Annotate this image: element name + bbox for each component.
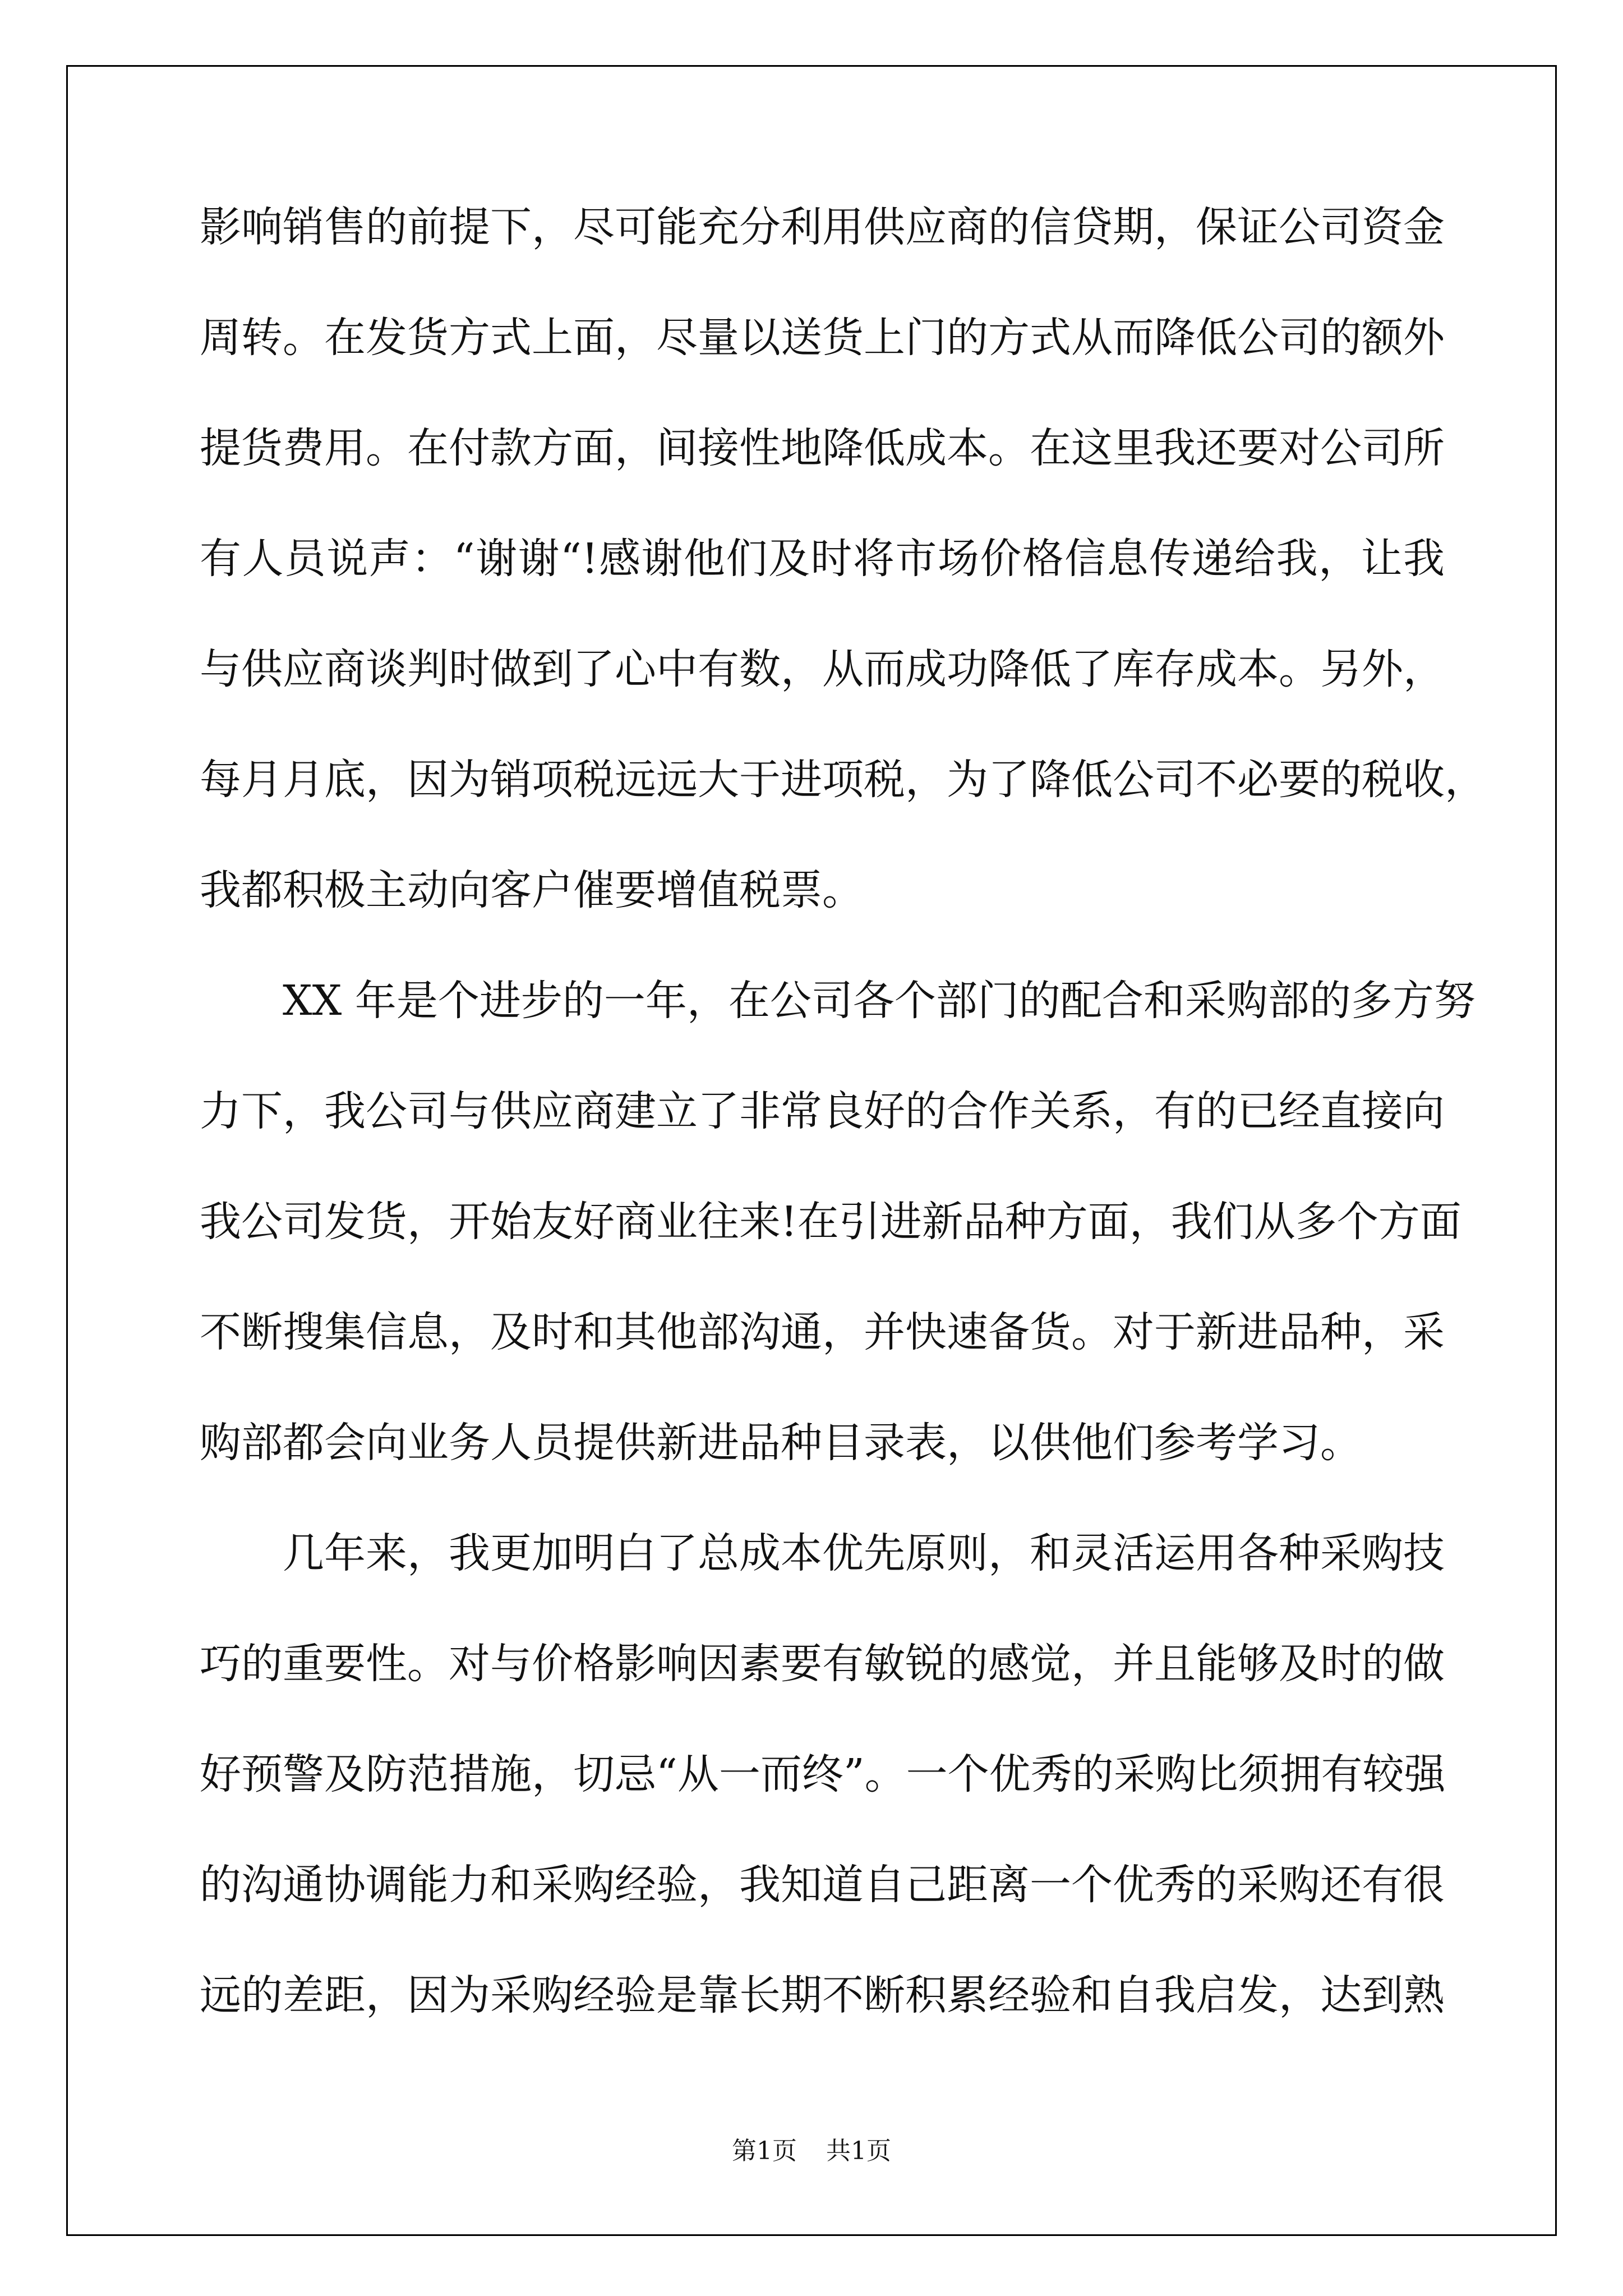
text-line: 我公司发货，开始友好商业往来!在引进新品种方面，我们从多个方面 xyxy=(200,1198,1461,1246)
text-line: 每月月底，因为销项税远远大于进项税，为了降低公司不必要的税收， xyxy=(200,756,1486,804)
text-line: 购部都会向业务人员提供新进品种目录表，以供他们参考学习。 xyxy=(200,1419,1362,1467)
page-number: 第1页 xyxy=(732,2137,797,2165)
page-footer xyxy=(0,2131,1623,2166)
text-line: 我都积极主动向客户催要增值税票。 xyxy=(200,866,864,914)
text-line: 影响销售的前提下，尽可能充分利用供应商的信贷期，保证公司资金 xyxy=(200,203,1445,251)
text-line: 的沟通协调能力和采购经验，我知道自己距离一个优秀的采购还有很 xyxy=(200,1861,1445,1909)
text-line: 周转。在发货方式上面，尽量以送货上门的方式从而降低公司的额外 xyxy=(200,314,1445,362)
total-pages: 共1页 xyxy=(826,2137,891,2165)
text-line: XX 年是个进步的一年，在公司各个部门的配合和采购部的多方努 xyxy=(283,977,1476,1025)
text-line: 与供应商谈判时做到了心中有数，从而成功降低了库存成本。另外， xyxy=(200,645,1445,693)
text-line: 提货费用。在付款方面，间接性地降低成本。在这里我还要对公司所 xyxy=(200,424,1445,472)
text-line: 不断搜集信息，及时和其他部沟通，并快速备货。对于新进品种，采 xyxy=(200,1308,1445,1356)
text-line: 远的差距，因为采购经验是靠长期不断积累经验和自我启发，达到熟 xyxy=(200,1971,1445,2019)
text-line: 力下，我公司与供应商建立了非常良好的合作关系，有的已经直接向 xyxy=(200,1087,1445,1135)
text-line: 巧的重要性。对与价格影响因素要有敏锐的感觉，并且能够及时的做 xyxy=(200,1640,1445,1688)
text-line: 有人员说声：“谢谢“!感谢他们及时将市场价格信息传递给我，让我 xyxy=(200,535,1445,583)
text-line: 几年来，我更加明白了总成本优先原则，和灵活运用各种采购技 xyxy=(283,1529,1445,1577)
text-line: 好预警及防范措施，切忌“从一而终”。一个优秀的采购比须拥有较强 xyxy=(200,1750,1446,1798)
document-body xyxy=(200,203,1486,2085)
